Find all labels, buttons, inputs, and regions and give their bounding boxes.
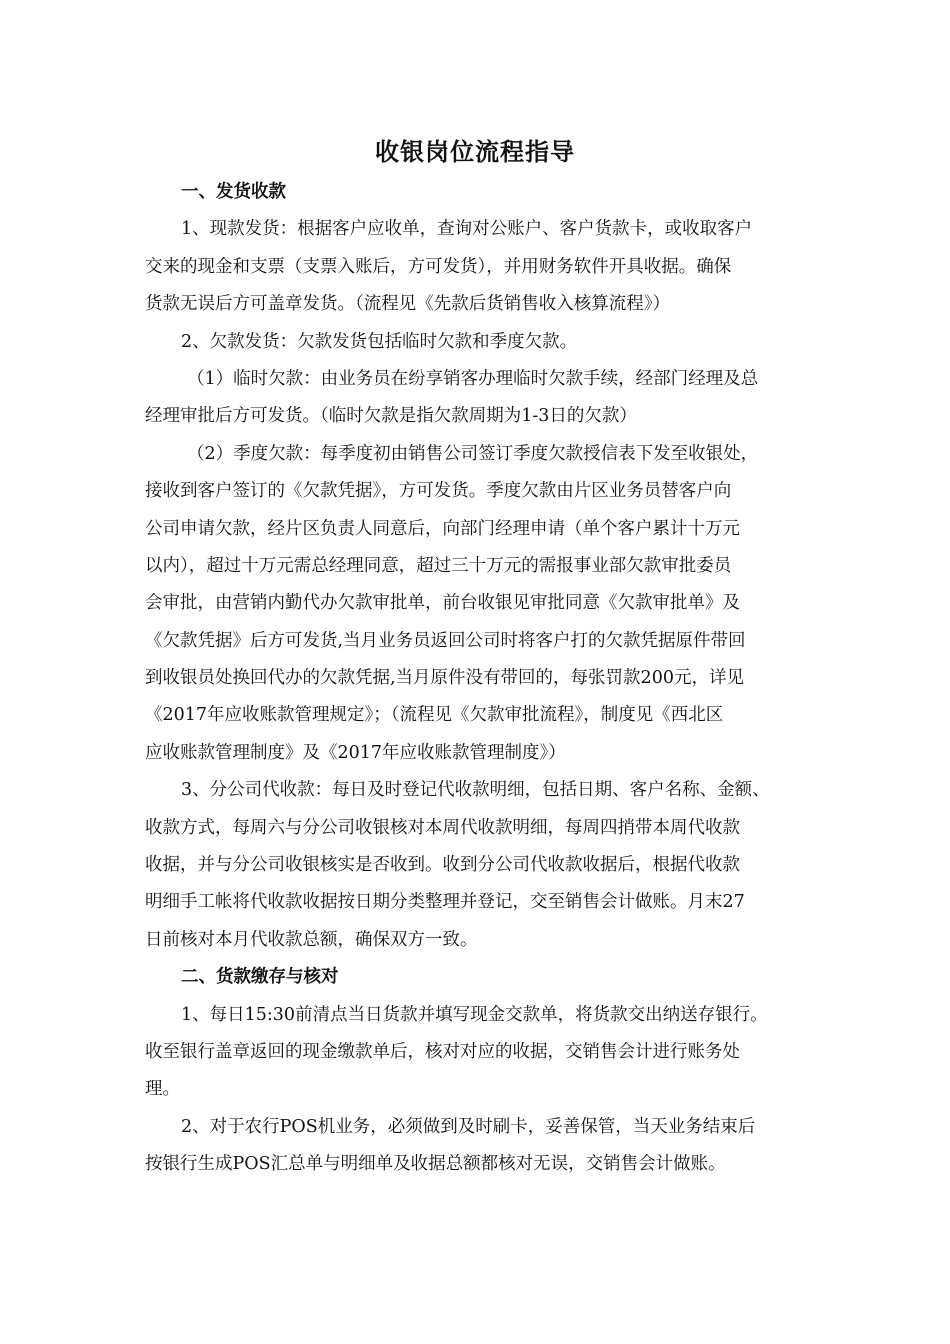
paragraph-line: （1）临时欠款：由业务员在纷享销客办理临时欠款手续，经部门经理及总 [187, 368, 759, 389]
paragraph-line: 1、现款发货：根据客户应收单，查询对公账户、客户货款卡，或收取客户 [181, 219, 753, 240]
section-heading-shipment-collection: 一、发货收款 [181, 182, 286, 202]
paragraph-line: 按银行生成POS汇总单与明细单及收据总额都核对无误，交销售会计做账。 [145, 1154, 726, 1175]
section-heading-deposit-reconciliation: 二、货款缴存与核对 [181, 967, 339, 988]
paragraph-line: 到收银员处换回代办的欠款凭据,当月原件没有带回的，每张罚款200元，详见 [145, 668, 744, 689]
document-title: 收银岗位流程指导 [375, 137, 575, 166]
paragraph-line: 日前核对本月代收款总额，确保双方一致。 [145, 929, 478, 950]
paragraph-line: 收据，并与分公司收银核实是否收到。收到分公司代收款收据后，根据代收款 [145, 855, 740, 876]
document-body [145, 174, 815, 1184]
paragraph-line: 《2017年应收账款管理规定》；（流程见《欠款审批流程》，制度见《西北区 [145, 705, 724, 726]
paragraph-line: 货款无误后方可盖章发货。（流程见《先款后货销售收入核算流程》） [145, 294, 670, 315]
paragraph-line: 交来的现金和支票（支票入账后，方可发货），并用财务软件开具收据。确保 [145, 256, 732, 277]
paragraph-line: 《欠款凭据》后方可发货,当月业务员返回公司时将客户打的欠款凭据原件带回 [145, 630, 746, 651]
paragraph-line: 明细手工帐将代收款收据按日期分类整理并登记，交至销售会计做账。月末27 [145, 892, 745, 913]
paragraph-line: 应收账款管理制度》及《2017年应收账款管理制度》） [145, 742, 566, 763]
paragraph-line: 收至银行盖章返回的现金缴款单后，核对对应的收据，交销售会计进行账务处 [145, 1041, 740, 1062]
paragraph-line: 2、欠款发货：欠款发货包括临时欠款和季度欠款。 [181, 331, 578, 352]
paragraph-line: （2）季度欠款：每季度初由销售公司签订季度欠款授信表下发至收银处， [187, 443, 759, 464]
paragraph-line: 经理审批后方可发货。（临时欠款是指欠款周期为1-3日的欠款） [145, 406, 637, 427]
paragraph-line: 理。 [145, 1079, 180, 1100]
paragraph-line: 2、对于农行POS机业务，必须做到及时刷卡，妥善保管，当天业务结束后 [181, 1116, 756, 1137]
paragraph-line: 1、每日15:30前清点当日货款并填写现金交款单，将货款交出纳送存银行。 [181, 1004, 768, 1025]
paragraph-line: 接收到客户签订的《欠款凭据》，方可发货。季度欠款由片区业务员替客户向 [145, 481, 732, 502]
paragraph-line: 会审批，由营销内勤代办欠款审批单，前台收银见审批同意《欠款审批单》及 [145, 593, 740, 614]
paragraph-line: 以内），超过十万元需总经理同意，超过三十万元的需报事业部欠款审批委员 [145, 555, 732, 576]
paragraph-line: 3、分公司代收款：每日及时登记代收款明细，包括日期、客户名称、金额、 [181, 780, 770, 801]
paragraph-line: 公司申请欠款，经片区负责人同意后，向部门经理申请（单个客户累计十万元 [145, 518, 740, 539]
paragraph-line: 收款方式，每周六与分公司收银核对本周代收款明细，每周四捎带本周代收款 [145, 817, 740, 838]
